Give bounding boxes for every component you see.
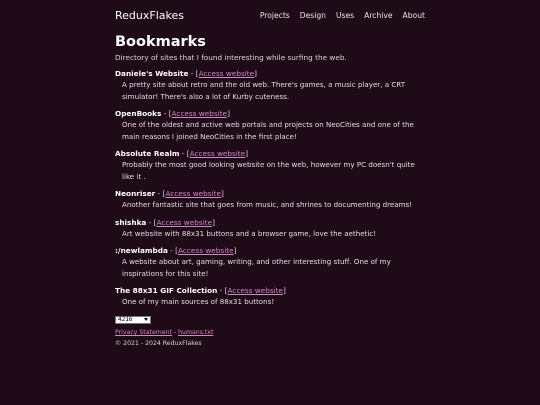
humans-txt-link[interactable]: humans.txt [178,328,214,336]
bookmark-entry: Absolute Realm - [Access website] Probably the most good looking website on the web, however my PC doesn't quite like it . [115,149,427,182]
access-website-link[interactable]: Access website [227,286,284,296]
copyright-text: © 2021 - 2024 ReduxFlakes [115,339,202,347]
site-header [115,0,425,30]
bookmark-entry: shishka - [Access website] Art website with 88x31 buttons and a browser game, love the aethetic! [115,218,427,240]
bookmark-name: OpenBooks [115,109,162,119]
bookmark-name: Daniele's Website [115,69,189,78]
nav-projects[interactable]: Projects [259,10,290,20]
access-website-link[interactable]: Access website [165,189,221,199]
bookmark-name: :/newlambda [115,246,168,256]
bookmark-description: Art website with 88x31 buttons and a browser game, love the aethetic! [122,228,377,238]
separator: - [146,217,154,227]
separator: - [155,189,163,199]
separator: - [161,109,169,119]
footer-links [115,329,427,337]
privacy-statement-link[interactable]: Privacy Statement [115,328,172,336]
nav-uses[interactable]: Uses [335,10,355,20]
bookmark-name: Absolute Realm [115,149,180,159]
bookmark-name: shishka [115,217,147,227]
access-website-link[interactable]: Access website [156,217,213,227]
bookmark-entry: The 88x31 GIF Collection - [Access website] One of my main sources of 88x31 buttons! [115,286,427,308]
access-website-link[interactable]: Access website [198,69,255,78]
main-nav [250,11,425,20]
page-title: Bookmarks [115,34,206,50]
access-website-link[interactable]: Access website [171,109,228,119]
bookmark-description: A website about art, gaming, writing, and other interesting stuff. One of my inspirations for this site! [122,257,391,278]
bookmark-description: Probably the most good looking website on the web, however my PC doesn't quite like it . [122,160,415,181]
bookmark-description: One of the oldest and active web portals and projects on NeoCities and one of the main reasons I joined NeoCities in the first place! [122,120,414,141]
bookmark-description: One of my main sources of 88x31 buttons! [122,297,275,307]
site-title[interactable]: ReduxFlakes [115,8,184,22]
bookmark-name: The 88x31 GIF Collection [115,286,218,296]
hit-counter-value: 4216 [118,315,133,323]
access-website-link[interactable]: Access website [178,246,234,256]
bookmark-description: Another fantastic site that goes from music, and shrines to documenting dreams! [122,200,413,210]
bookmark-description: A pretty site about retro and the old web. There's games, a music player, a CRT simulator! There's also a lot of Kurby cuteness. [122,80,406,101]
separator: - [188,69,196,78]
chevron-down-icon [144,318,148,321]
nav-about[interactable]: About [402,10,425,20]
separator: - [179,149,187,159]
bookmark-entry: OpenBooks - [Access website] One of the oldest and active web portals and projects on NeoCities and one of the main reasons I joined NeoCities in the first place! [115,109,427,142]
separator: - [167,246,176,256]
bookmark-name: Neonriser [115,189,156,199]
bookmark-entry: :/newlambda - [Access website] A website about art, gaming, writing, and other interesting stuff. One of my inspirations for this site! [115,246,427,279]
hit-counter-widget[interactable] [115,316,151,324]
separator: - [217,286,225,296]
nav-design[interactable]: Design [299,10,326,20]
intro-text: Directory of sites that I found interesting while surfing the web. [115,53,347,62]
main-content [115,33,427,348]
nav-archive[interactable]: Archive [364,10,393,20]
bookmark-entry: Neonriser - [Access website] Another fantastic site that goes from music, and shrines to documenting dreams! [115,189,427,211]
footer-separator: - [171,328,179,336]
bookmark-entry: Daniele's Website - [Access website] A pretty site about retro and the old web. There's games, a music player, a CRT simulator! There's also a lot of Kurby cuteness. [115,69,427,102]
access-website-link[interactable]: Access website [189,149,246,159]
